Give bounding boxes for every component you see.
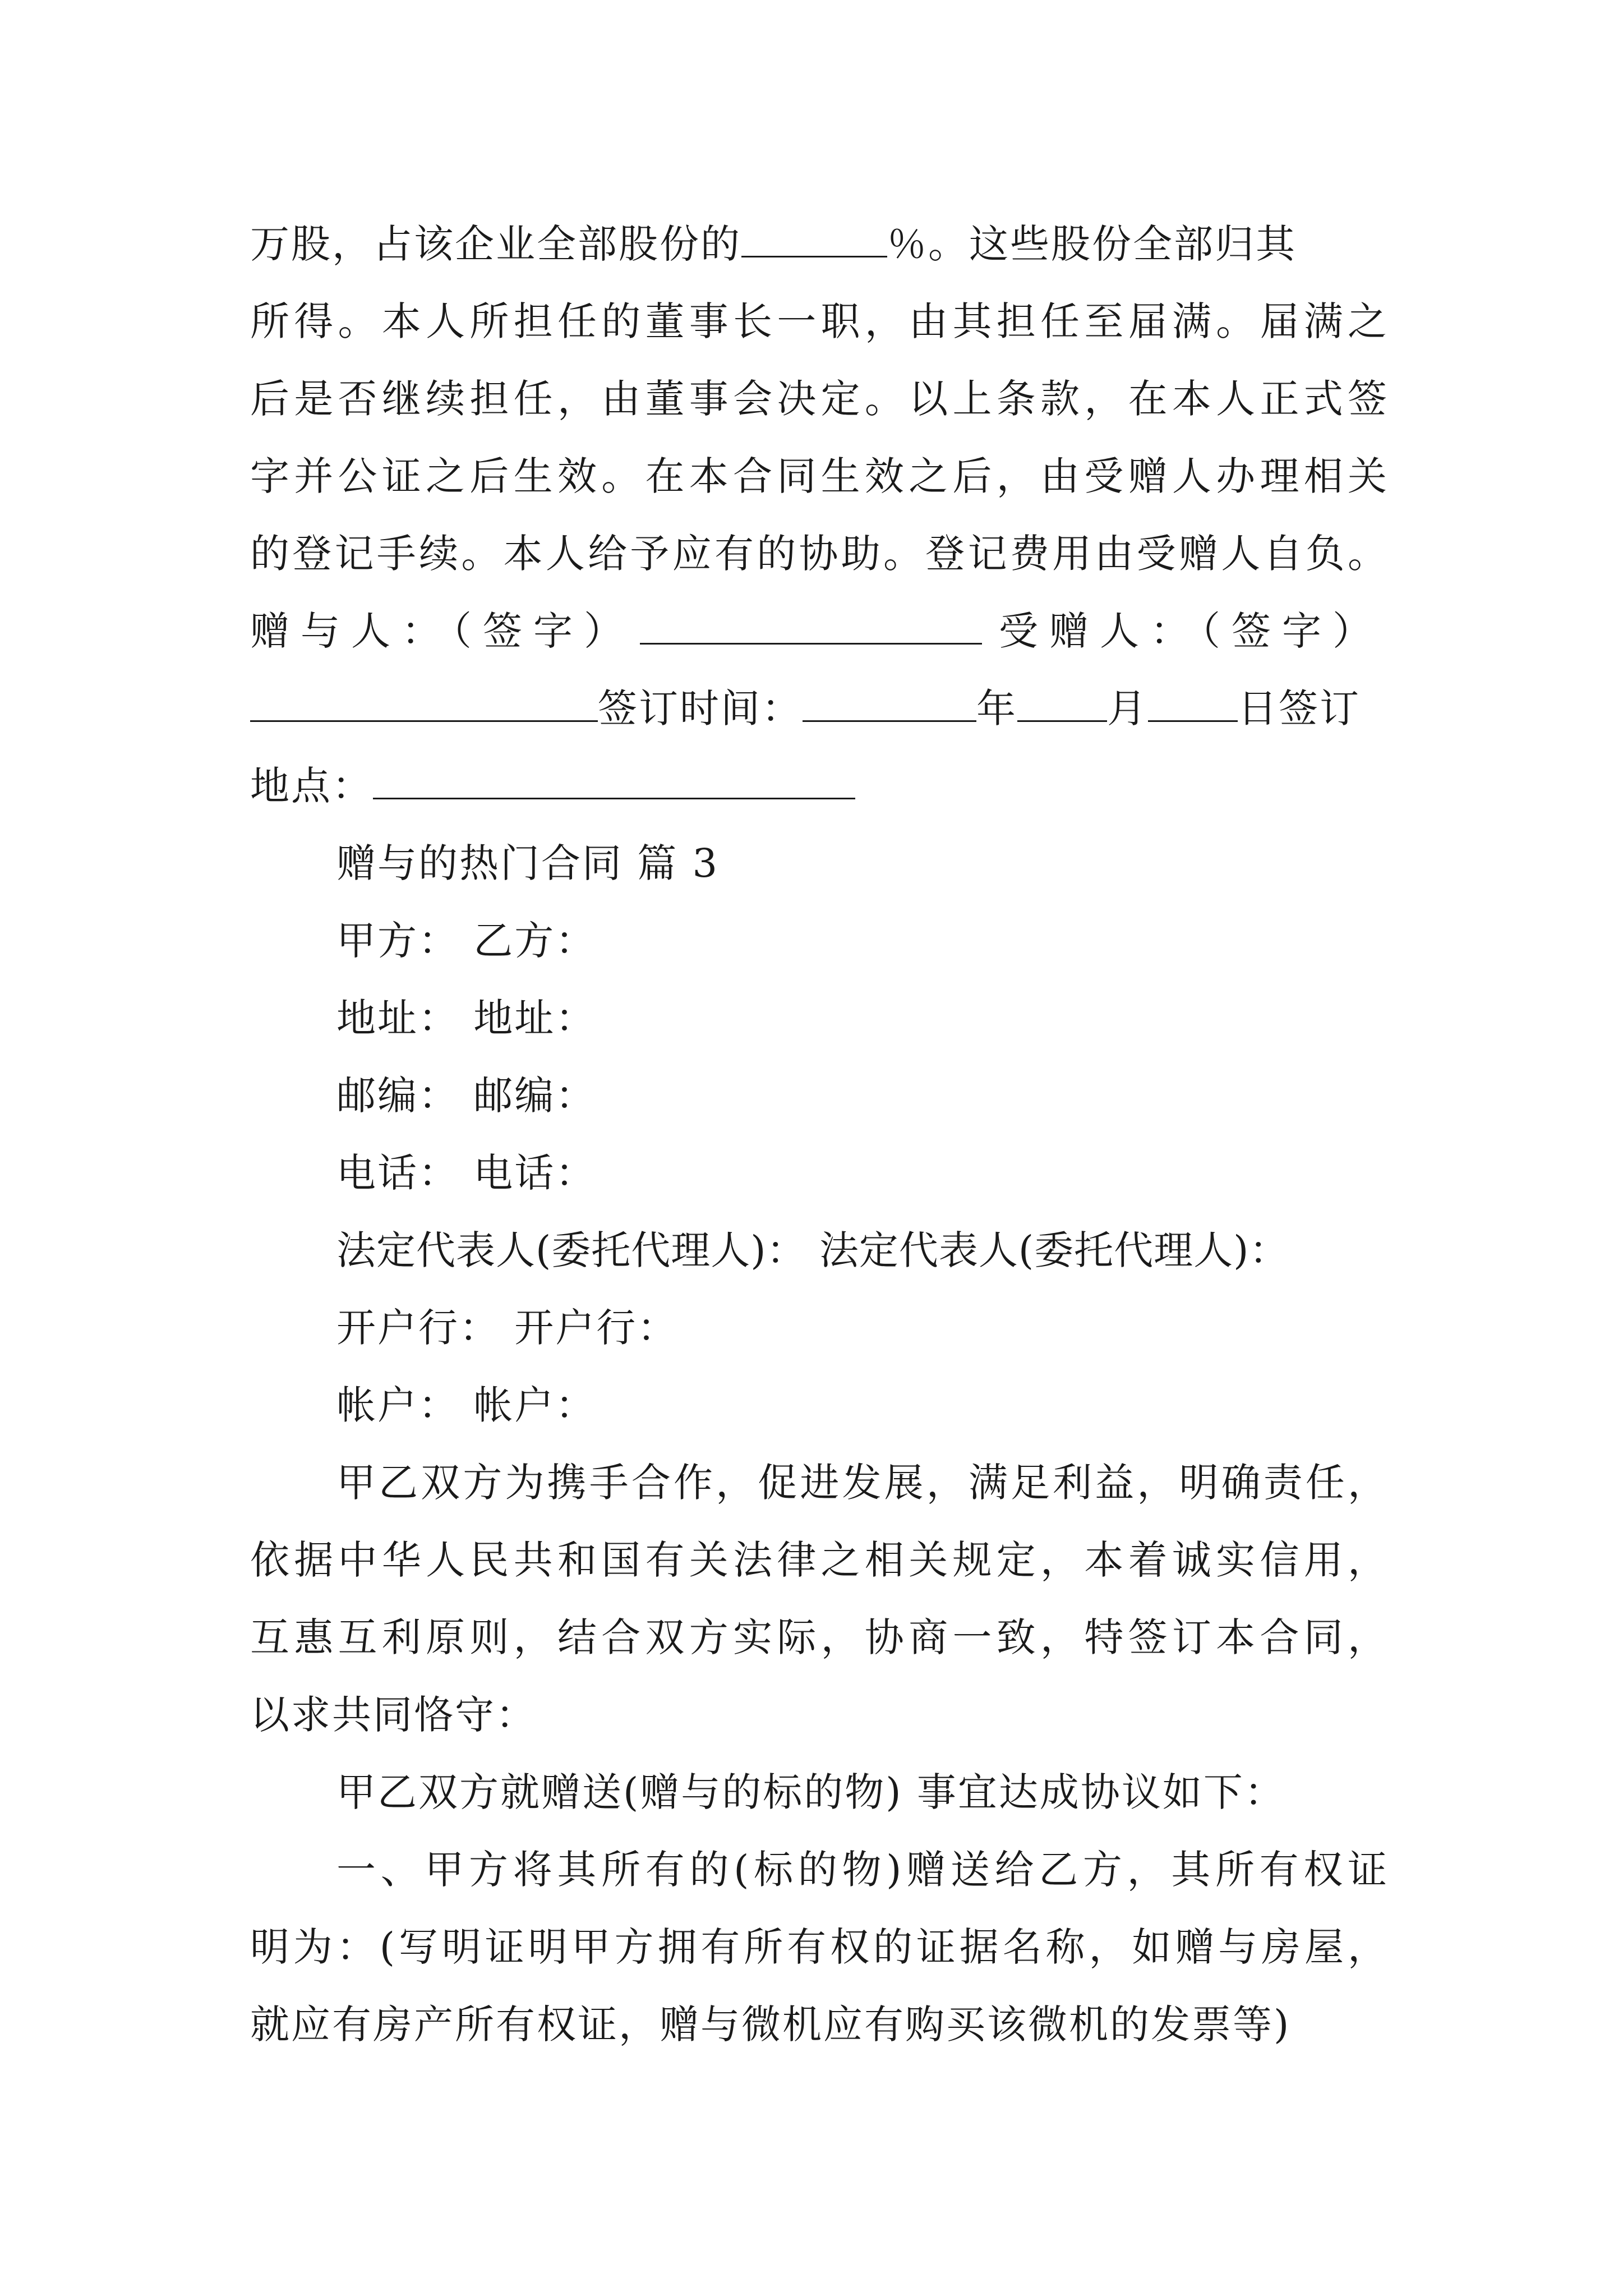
party-line-name: 甲方： 乙方： <box>336 918 597 964</box>
donor-signature-blank <box>640 604 982 645</box>
donor-signature-label: 赠与人：（签字） <box>250 608 634 654</box>
party-line-postcode: 邮编： 邮编： <box>336 1073 597 1119</box>
place-blank <box>373 758 855 799</box>
donee-signature-label: 受赠人：（签字） <box>999 608 1383 654</box>
blank-percentage <box>741 217 887 257</box>
year-label: 年 <box>976 685 1017 731</box>
party-line-account: 帐户： 帐户： <box>336 1382 597 1428</box>
text-line-4: 字并公证之后生效。在本合同生效之后，由受赠人办理相关 <box>250 453 1389 499</box>
preamble-line-1: 甲乙双方为携手合作，促进发展，满足利益，明确责任， <box>336 1460 1389 1506</box>
party-line-phone: 电话： 电话： <box>336 1150 597 1196</box>
clause-one-line-1: 一、甲方将其所有的(标的物)赠送给乙方，其所有权证 <box>336 1847 1389 1893</box>
text-segment: 万股，占该企业全部股份的 <box>250 221 741 267</box>
text-segment: ％。这些股份全部归其 <box>887 221 1297 267</box>
signature-line <box>250 592 1389 670</box>
year-blank <box>803 681 976 722</box>
section-title: 赠与的热门合同 篇 3 <box>336 840 720 886</box>
month-label: 月 <box>1107 685 1148 731</box>
signing-time-label: 签订时间： <box>598 685 803 731</box>
donee-signature-blank <box>250 681 598 722</box>
day-blank <box>1148 681 1238 722</box>
place-line <box>250 747 1389 825</box>
month-blank <box>1017 681 1107 722</box>
text-line-3: 后是否继续担任，由董事会决定。以上条款，在本人正式签 <box>250 376 1389 422</box>
place-label: 地点： <box>250 763 373 809</box>
clause-one-line-2: 明为：(写明证明甲方拥有所有权的证据名称，如赠与房屋， <box>250 1924 1389 1970</box>
text-line-1 <box>250 205 1389 283</box>
date-line <box>250 670 1389 747</box>
clause-one-line-3: 就应有房产所有权证，赠与微机应有购买该微机的发票等) <box>250 2001 1291 2047</box>
text-line-5: 的登记手续。本人给予应有的协助。登记费用由受赠人自负。 <box>250 531 1389 577</box>
preamble-line-4: 以求共同恪守： <box>250 1692 537 1738</box>
text-line-2: 所得。本人所担任的董事长一职，由其担任至届满。届满之 <box>250 298 1389 344</box>
party-line-bank: 开户行： 开户行： <box>336 1305 679 1351</box>
preamble-line-3: 互惠互利原则，结合双方实际，协商一致，特签订本合同， <box>250 1614 1389 1660</box>
day-sign-label: 日签订 <box>1238 685 1361 731</box>
party-line-address: 地址： 地址： <box>336 995 597 1041</box>
agreement-intro: 甲乙双方就赠送(赠与的标的物) 事宜达成协议如下： <box>336 1769 1285 1815</box>
party-line-representative: 法定代表人(委托代理人)： 法定代表人(委托代理人)： <box>336 1227 1289 1273</box>
preamble-line-2: 依据中华人民共和国有关法律之相关规定，本着诚实信用， <box>250 1537 1389 1583</box>
